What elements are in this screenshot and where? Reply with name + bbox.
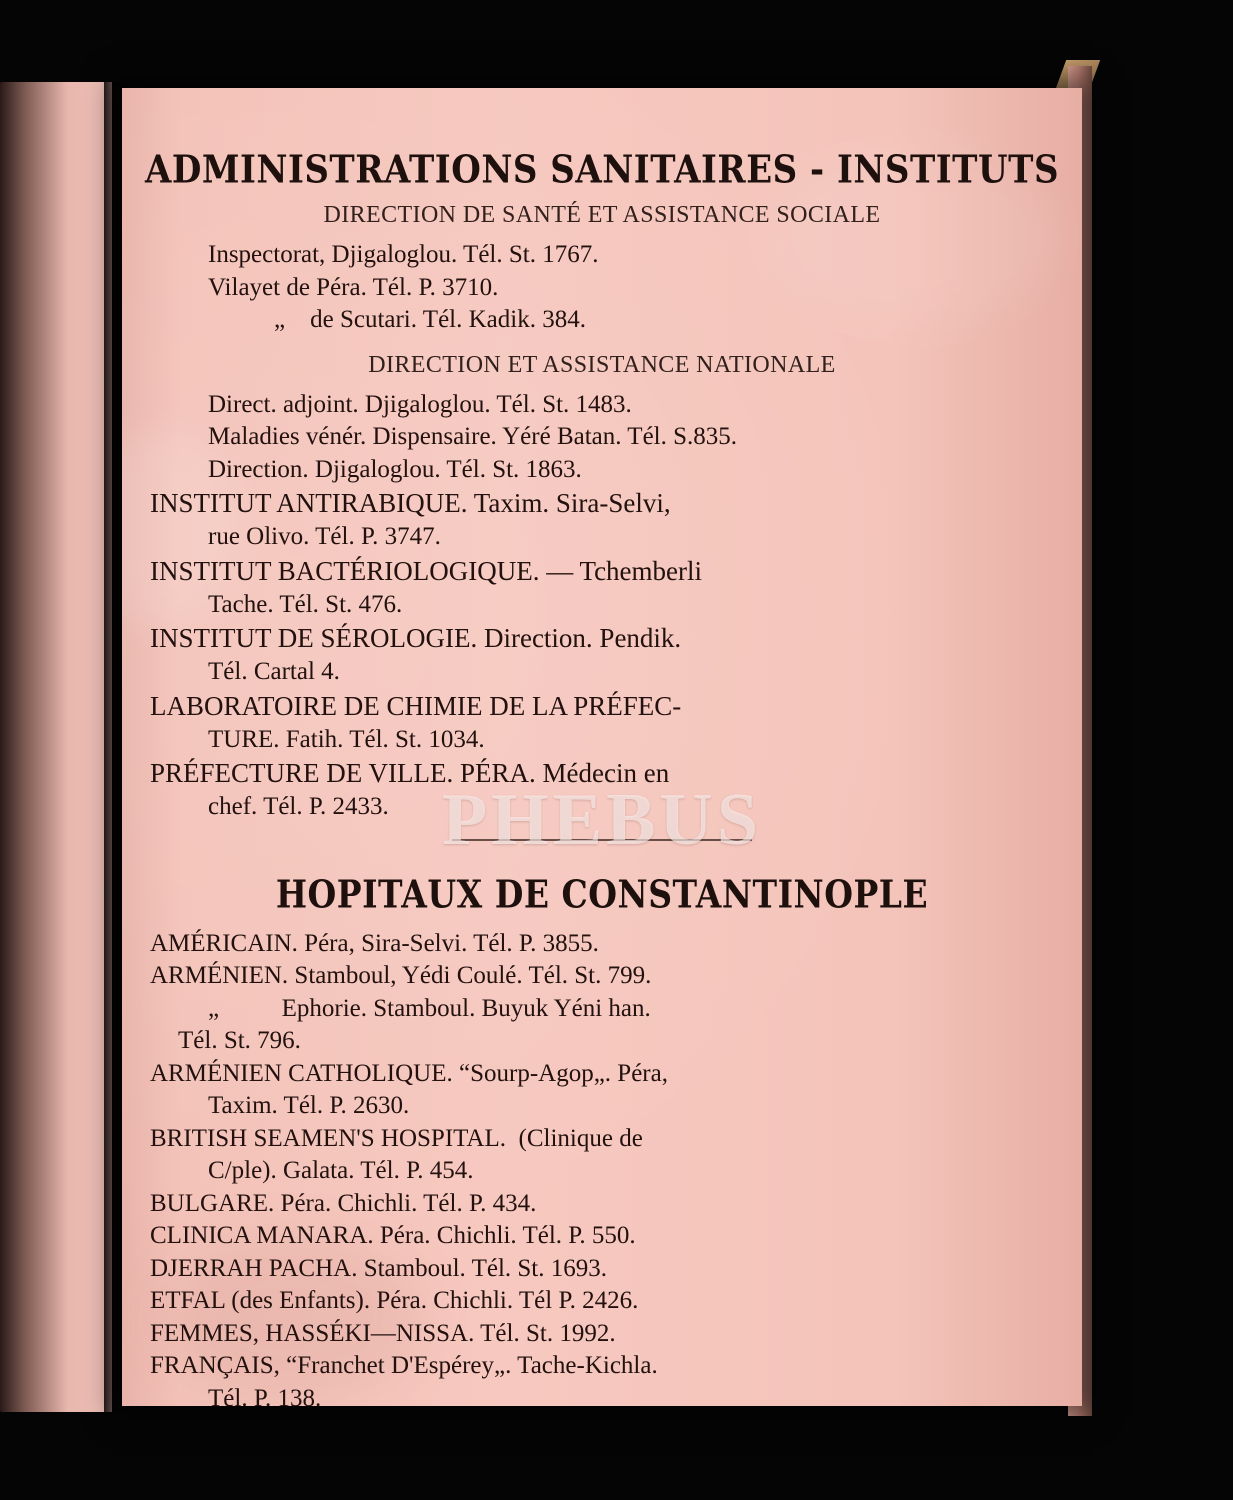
directory-entry: ARMÉNIEN. Stamboul, Yédi Coulé. Tél. St. 799. [150, 962, 652, 990]
section-title-hopitaux: HOPITAUX DE CONSTANTINOPLE [275, 871, 929, 917]
directory-entry: INSTITUT ANTIRABIQUE. Taxim. Sira-Selvi, [150, 488, 671, 518]
directory-entry: INSTITUT BACTÉRIOLOGIQUE. — Tchemberli [150, 555, 703, 586]
directory-entry: CLINICA MANARA. Péra. Chichli. Tél. P. 550. [150, 1222, 636, 1250]
directory-entry-cont: chef. Tél. P. 2433. [208, 793, 389, 821]
page-content [122, 88, 1082, 1406]
entry-list-hopitaux [122, 928, 1082, 1406]
directory-entry: INSTITUT DE SÉROLOGIE. Direction. Pendik. [150, 623, 682, 654]
directory-entry: LABORATOIRE DE CHIMIE DE LA PRÉFEC- [150, 690, 682, 721]
directory-entry-cont: rue Olivo. Tél. P. 3747. [208, 523, 441, 551]
directory-entry-cont: „ Ephorie. Stamboul. Buyuk Yéni han. [208, 994, 651, 1022]
book-page [122, 88, 1082, 1406]
directory-entry-cont: C/ple). Galata. Tél. P. 454. [208, 1157, 474, 1185]
section-title-administrations: ADMINISTRATIONS SANITAIRES - INSTITUTS [144, 147, 1059, 193]
directory-entry: FRANÇAIS, “Franchet D'Espérey„. Tache-Kichla. [150, 1352, 658, 1380]
directory-entry: Direct. adjoint. Djigaloglou. Tél. St. 1483. [208, 390, 632, 418]
directory-entry: ETFAL (des Enfants). Péra. Chichli. Tél P. 2426. [150, 1287, 639, 1315]
directory-entry: PRÉFECTURE DE VILLE. PÉRA. Médecin en [150, 758, 670, 789]
facing-page-edge [0, 82, 112, 1412]
subheading-direction-assistance-nationale: DIRECTION ET ASSISTANCE NATIONALE [368, 351, 836, 378]
directory-entry: Inspectorat, Djigaloglou. Tél. St. 1767. [208, 241, 599, 268]
directory-entry: Vilayet de Péra. Tél. P. 3710. [208, 273, 499, 301]
directory-entry-cont: Taxim. Tél. P. 2630. [208, 1092, 410, 1120]
directory-entry-cont: TURE. Fatih. Tél. St. 1034. [208, 725, 485, 753]
directory-entry: BULGARE. Péra. Chichli. Tél. P. 434. [150, 1189, 537, 1217]
directory-entry: AMÉRICAIN. Péra, Sira-Selvi. Tél. P. 3855. [150, 929, 599, 957]
subheading-direction-sante: DIRECTION DE SANTÉ ET ASSISTANCE SOCIALE [323, 202, 881, 228]
directory-entry: BRITISH SEAMEN'S HOSPITAL. (Clinique de [150, 1124, 643, 1152]
directory-entry: DJERRAH PACHA. Stamboul. Tél. St. 1693. [150, 1254, 608, 1282]
entry-list-direction-sante [122, 239, 1082, 336]
directory-entry: Maladies vénér. Dispensaire. Yéré Batan. Tél. S.835. [208, 423, 738, 450]
directory-entry-cont: Tél. St. 796. [178, 1027, 301, 1055]
directory-entry: FEMMES, HASSÉKI—NISSA. Tél. St. 1992. [150, 1319, 616, 1347]
directory-entry-cont: Tél. P. 138. [208, 1384, 322, 1406]
section-divider [452, 839, 752, 841]
directory-entry-cont: Tél. Cartal 4. [208, 658, 340, 686]
directory-entry-cont: Tache. Tél. St. 476. [208, 590, 403, 618]
entry-list-assistance-nationale [122, 389, 1082, 823]
directory-entry: ARMÉNIEN CATHOLIQUE. “Sourp-Agop„. Péra, [150, 1059, 668, 1087]
directory-entry: „ de Scutari. Tél. Kadik. 384. [274, 306, 586, 333]
directory-entry: Direction. Djigaloglou. Tél. St. 1863. [208, 455, 582, 483]
watermark-phebus: PHEBUS [441, 779, 763, 861]
